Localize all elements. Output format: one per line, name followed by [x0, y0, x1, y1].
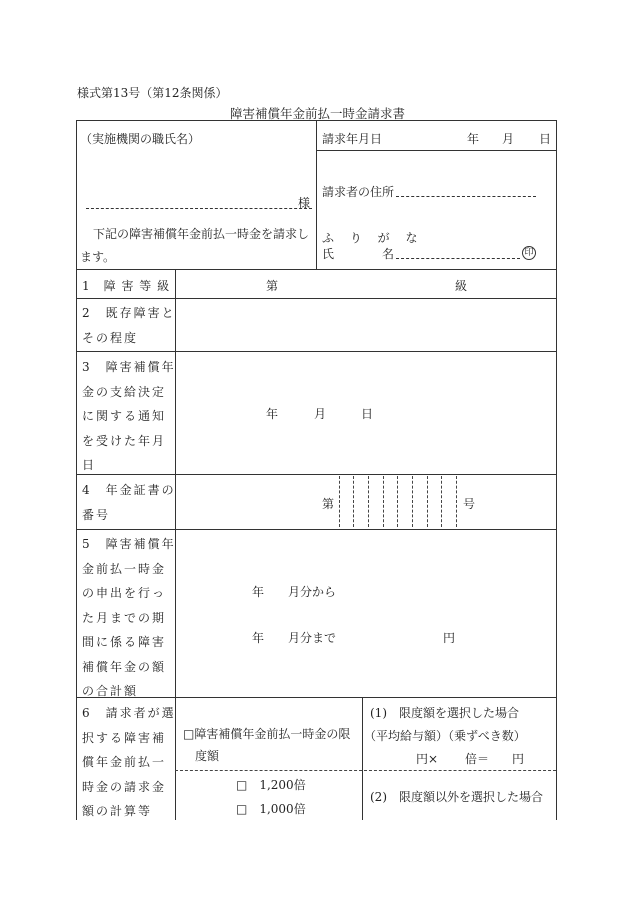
- row4-label-line: 番号: [82, 507, 111, 522]
- row5-label: [82, 532, 176, 704]
- certificate-go: 号: [463, 497, 476, 511]
- total-yen: 円: [443, 631, 456, 645]
- name-label-2: 名: [382, 247, 395, 261]
- seal-mark: 印: [522, 246, 536, 260]
- row5-label-line: の合計額: [82, 684, 139, 698]
- address-label: 請求者の住所: [322, 185, 395, 199]
- period-from-month: 月分から: [288, 585, 337, 599]
- grade-dai: 第: [266, 279, 279, 293]
- row3-label-line: を受けた年月: [82, 433, 167, 448]
- case1-calc-times: 倍＝: [465, 752, 490, 766]
- row5-label-line: 間に係る障害: [82, 635, 167, 649]
- case2-title: (2) 限度額以外を選択した場合: [370, 790, 543, 804]
- row6-label-line: 償年金前払一: [82, 755, 167, 769]
- row6-label-line: 6 請求者が選: [82, 706, 176, 720]
- address-line[interactable]: [396, 184, 536, 200]
- notice-day: 日: [361, 407, 374, 421]
- option-limit-checkbox[interactable]: □障害補償年金前払一時金の限: [183, 727, 351, 741]
- row3-label: [82, 355, 176, 478]
- row6-label-line: 時金の請求金: [82, 779, 167, 794]
- row6-label: [82, 701, 176, 824]
- date-year: 年: [467, 132, 480, 146]
- address-blank[interactable]: [396, 184, 536, 197]
- date-day: 日: [539, 132, 552, 146]
- row3-label-line: 3 障害補償年: [82, 360, 176, 374]
- period-to-month: 月分まで: [288, 631, 337, 645]
- notice-month: 月: [314, 407, 327, 421]
- row5-label-line: の申出を行っ: [82, 586, 167, 600]
- name-label-1: 氏: [322, 247, 335, 261]
- option-1000-checkbox[interactable]: □ 1,000倍: [236, 802, 306, 816]
- row5-label-line: 金前払一時金: [82, 561, 167, 576]
- row2-label: [82, 301, 176, 350]
- grade-kyu: 級: [455, 279, 468, 293]
- request-text-1: 下記の障害補償年金前払一時金を請求し: [93, 227, 310, 241]
- row5-label-line: 補償年金の額: [82, 659, 167, 674]
- row3-label-line: に関する通知: [82, 409, 167, 423]
- institution-name-line[interactable]: [86, 196, 312, 212]
- institution-name-blank[interactable]: [86, 196, 312, 209]
- row2-label-line: 2 既存障害と: [82, 306, 176, 320]
- institution-label: （実施機関の職氏名）: [80, 132, 201, 146]
- row5-label-line: た月までの期: [82, 610, 167, 625]
- case1-calc-result: 円: [512, 752, 525, 766]
- row3-label-line: 日: [82, 458, 97, 472]
- case1-subtitle: （平均給与額）（乗ずべき数）: [364, 729, 526, 743]
- row6-label-line: 択する障害補: [82, 730, 167, 745]
- case1-calc-yen: 円×: [416, 752, 439, 766]
- certificate-dai: 第: [322, 497, 335, 511]
- row3-label-line: 金の支給決定: [82, 384, 167, 399]
- row1-label: 1 障 害 等 級: [82, 279, 171, 293]
- date-label: 請求年月日: [322, 132, 383, 146]
- request-text-2: ます。: [80, 250, 116, 264]
- row4-label-line: 4 年金証書の: [82, 483, 176, 497]
- row4-label: [82, 478, 176, 527]
- period-to-year: 年: [252, 631, 265, 645]
- notice-year: 年: [266, 407, 279, 421]
- date-month: 月: [502, 132, 515, 146]
- option-limit-label: 度額: [195, 749, 220, 763]
- period-from-year: 年: [252, 585, 265, 599]
- form-id: 様式第13号（第12条関係）: [77, 86, 228, 100]
- row6-label-line: 額の計算等: [82, 804, 153, 818]
- row2-label-line: その程度: [82, 330, 139, 345]
- name-blank[interactable]: [396, 246, 520, 259]
- row5-label-line: 5 障害補償年: [82, 537, 176, 551]
- sama-label: 様: [298, 196, 311, 210]
- case1-title: (1) 限度額を選択した場合: [370, 706, 519, 720]
- name-line[interactable]: [396, 246, 520, 262]
- furigana-label: ふ り が な: [322, 231, 424, 245]
- option-1200-checkbox[interactable]: □ 1,200倍: [236, 778, 306, 792]
- form-title: 障害補償年金前払一時金請求書: [230, 106, 406, 121]
